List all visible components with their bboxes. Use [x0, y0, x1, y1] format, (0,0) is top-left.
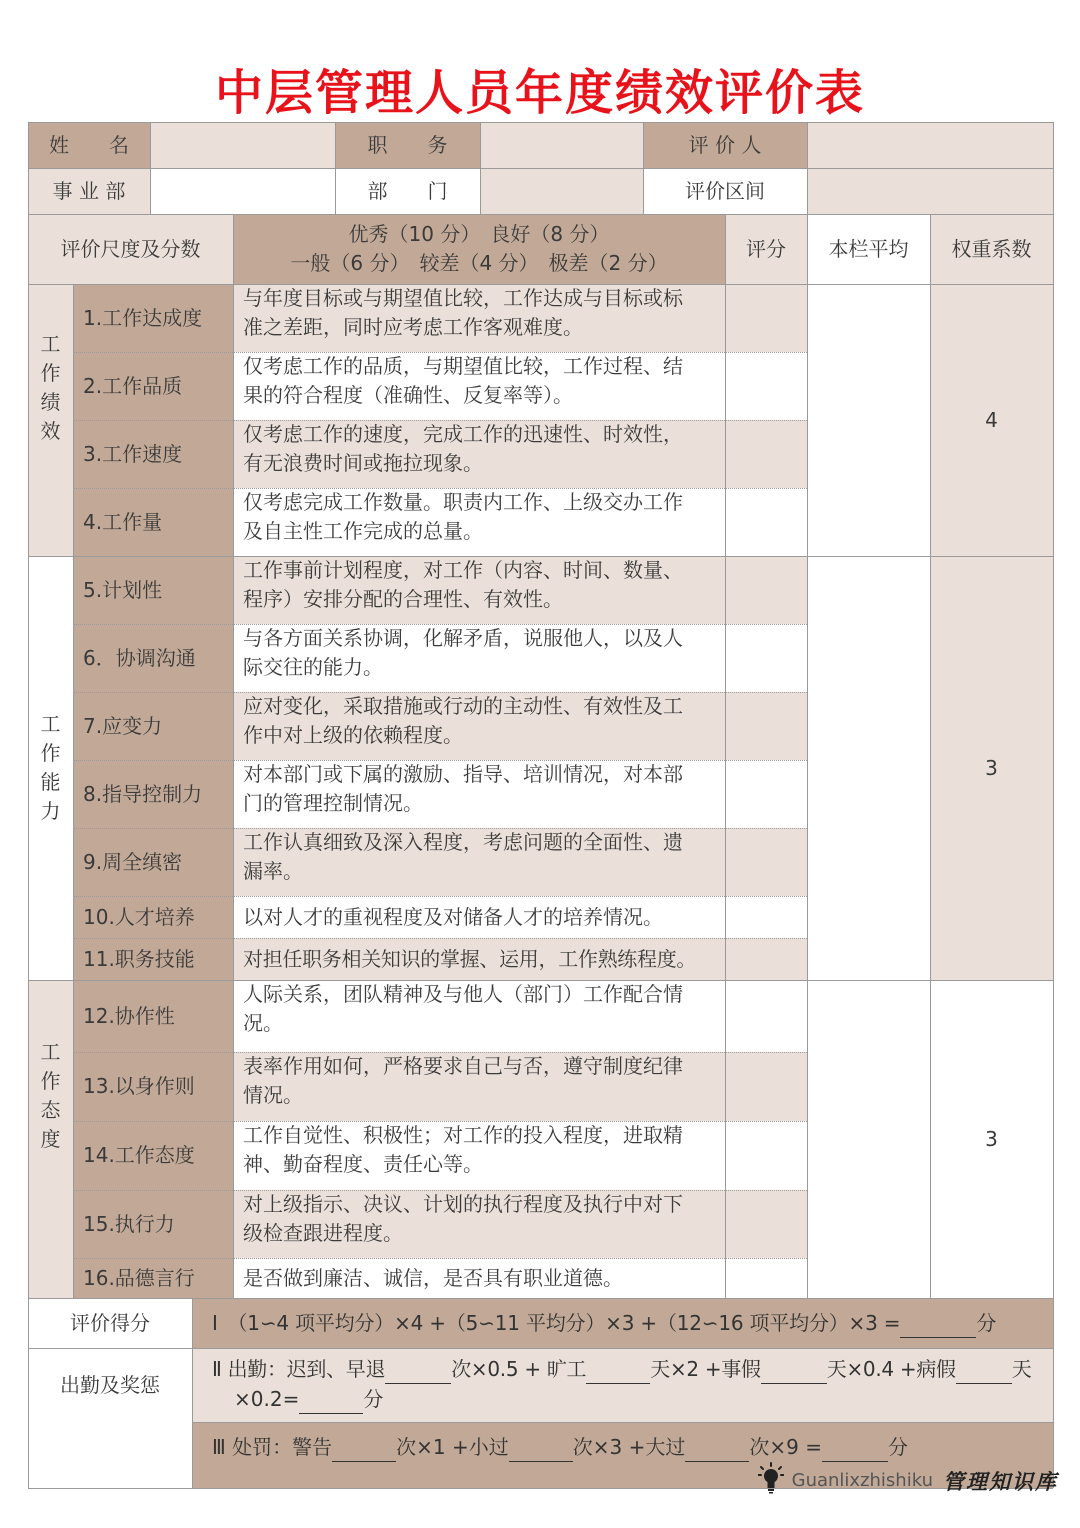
minor-demerit-blank[interactable] — [509, 1439, 573, 1462]
item-label: 1.工作达成度 — [73, 284, 233, 352]
item-score-cell[interactable] — [725, 624, 807, 692]
item-score-cell[interactable] — [725, 1052, 807, 1121]
average-column-header: 本栏平均 — [807, 214, 930, 284]
item-label: 11.职务技能 — [73, 938, 233, 980]
weight-ability: 3 — [930, 556, 1053, 980]
footer-brand: 管理知识库 — [943, 1468, 1058, 1494]
attendance-score-blank[interactable] — [299, 1391, 363, 1414]
scale-line-1: 优秀（10 分） 良好（8 分） — [348, 222, 610, 246]
group-attitude: 工 作 态 度 — [28, 980, 73, 1298]
group-ability: 工 作 能 力 — [28, 556, 73, 980]
weight-performance: 4 — [930, 284, 1053, 556]
item-score-cell[interactable] — [725, 284, 807, 352]
item-label: 10.人才培养 — [73, 896, 233, 938]
item-score-cell[interactable] — [725, 352, 807, 420]
average-cell-performance[interactable] — [807, 284, 930, 556]
position-field[interactable] — [480, 122, 643, 168]
scale-line-2: 一般（6 分） 较差（4 分） 极差（2 分） — [290, 251, 668, 275]
department-field[interactable] — [480, 168, 643, 214]
item-description: 表率作用如何，严格要求自己与否，遵守制度纪律 情况。 — [233, 1052, 725, 1121]
personal-leave-blank[interactable] — [761, 1361, 827, 1384]
item-label: 9.周全缜密 — [73, 828, 233, 896]
average-cell-ability[interactable] — [807, 556, 930, 980]
item-description: 对上级指示、决议、计划的执行程度及执行中对下 级检查跟进程度。 — [233, 1190, 725, 1258]
lightbulb-icon — [758, 1462, 784, 1499]
item-label: 16.品德言行 — [73, 1258, 233, 1298]
position-label: 职 务 — [335, 122, 480, 168]
item-score-cell[interactable] — [725, 488, 807, 556]
item-score-cell[interactable] — [725, 896, 807, 938]
evaluator-field[interactable] — [807, 122, 1053, 168]
footer-site: Guanlixzhishiku — [791, 1470, 933, 1491]
name-label: 姓 名 — [28, 122, 150, 168]
item-label: 13.以身作则 — [73, 1052, 233, 1121]
attendance-label: 出勤及奖惩 — [28, 1348, 192, 1488]
item-description: 仅考虑完成工作数量。职责内工作、上级交办工作 及自主性工作完成的总量。 — [233, 488, 725, 556]
item-score-cell[interactable] — [725, 938, 807, 980]
weight-attitude: 3 — [930, 980, 1053, 1298]
item-description: 工作自觉性、积极性；对工作的投入程度，进取精 神、勤奋程度、责任心等。 — [233, 1121, 725, 1190]
score-column-header: 评分 — [725, 214, 807, 284]
major-demerit-blank[interactable] — [685, 1439, 749, 1462]
department-label: 部 门 — [335, 168, 480, 214]
item-description: 仅考虑工作的速度，完成工作的迅速性、时效性， 有无浪费时间或拖拉现象。 — [233, 420, 725, 488]
item-description: 人际关系，团队精神及与他人（部门）工作配合情 况。 — [233, 980, 725, 1052]
item-label: 7.应变力 — [73, 692, 233, 760]
sick-leave-blank[interactable] — [956, 1361, 1012, 1384]
division-field[interactable] — [150, 168, 335, 214]
late-count-blank[interactable] — [385, 1361, 451, 1384]
item-score-cell[interactable] — [725, 1190, 807, 1258]
penalty-score-blank[interactable] — [822, 1439, 888, 1462]
weight-column-header: 权重系数 — [930, 214, 1053, 284]
item-score-cell[interactable] — [725, 420, 807, 488]
evaluator-label: 评 价 人 — [643, 122, 807, 168]
absence-days-blank[interactable] — [586, 1361, 650, 1384]
item-score-cell[interactable] — [725, 760, 807, 828]
item-label: 15.执行力 — [73, 1190, 233, 1258]
page-title: 中层管理人员年度绩效评价表 — [214, 65, 865, 121]
average-cell-attitude[interactable] — [807, 980, 930, 1298]
item-description: 以对人才的重视程度及对储备人才的培养情况。 — [233, 896, 725, 938]
penalty-formula: Ⅲ 处罚：警告 次×1 +小过 次×3 +大过 次×9 = 分 — [212, 1432, 1047, 1462]
item-description: 与各方面关系协调，化解矛盾，说服他人，以及人 际交往的能力。 — [233, 624, 725, 692]
item-score-cell[interactable] — [725, 1121, 807, 1190]
score-label: 评价得分 — [28, 1298, 192, 1348]
name-field[interactable] — [150, 122, 335, 168]
item-score-cell[interactable] — [725, 556, 807, 624]
item-label: 14.工作态度 — [73, 1121, 233, 1190]
item-description: 仅考虑工作的品质，与期望值比较，工作过程、结 果的符合程度（准确性、反复率等）。 — [233, 352, 725, 420]
item-label: 12.协作性 — [73, 980, 233, 1052]
scale-values — [233, 214, 725, 284]
period-field[interactable] — [807, 168, 1053, 214]
item-score-cell[interactable] — [725, 980, 807, 1052]
item-score-cell[interactable] — [725, 1258, 807, 1298]
item-score-cell[interactable] — [725, 692, 807, 760]
scale-label: 评价尺度及分数 — [28, 214, 233, 284]
division-label: 事 业 部 — [28, 168, 150, 214]
group-performance: 工 作 绩 效 — [28, 284, 73, 556]
item-score-cell[interactable] — [725, 828, 807, 896]
item-description: 应对变化，采取措施或行动的主动性、有效性及工 作中对上级的依赖程度。 — [233, 692, 725, 760]
item-description: 是否做到廉洁、诚信，是否具有职业道德。 — [233, 1258, 725, 1298]
total-score-blank[interactable] — [900, 1315, 976, 1338]
item-label: 4.工作量 — [73, 488, 233, 556]
item-description: 工作事前计划程度，对工作（内容、时间、数量、 程序）安排分配的合理性、有效性。 — [233, 556, 725, 624]
item-description: 工作认真细致及深入程度，考虑问题的全面性、遗 漏率。 — [233, 828, 725, 896]
period-label: 评价区间 — [643, 168, 807, 214]
item-description: 与年度目标或与期望值比较，工作达成与目标或标 准之差距，同时应考虑工作客观难度。 — [233, 284, 725, 352]
score-formula: Ⅰ （1∽4 项平均分）×4 +（5∽11 平均分）×3 +（12∽16 项平均分）×3 = 分 — [212, 1308, 1052, 1338]
attendance-formula: Ⅱ 出勤：迟到、早退 次×0.5 + 旷工 天×2 +事假 天×0.4 +病假 天 ×0.2= 分 — [212, 1354, 1047, 1414]
warning-count-blank[interactable] — [332, 1439, 396, 1462]
footer-branding — [758, 1462, 1058, 1499]
item-label: 8.指导控制力 — [73, 760, 233, 828]
item-description: 对本部门或下属的激励、指导、培训情况，对本部 门的管理控制情况。 — [233, 760, 725, 828]
item-label: 6．协调沟通 — [73, 624, 233, 692]
item-label: 5.计划性 — [73, 556, 233, 624]
item-description: 对担任职务相关知识的掌握、运用，工作熟练程度。 — [233, 938, 725, 980]
item-label: 3.工作速度 — [73, 420, 233, 488]
item-label: 2.工作品质 — [73, 352, 233, 420]
